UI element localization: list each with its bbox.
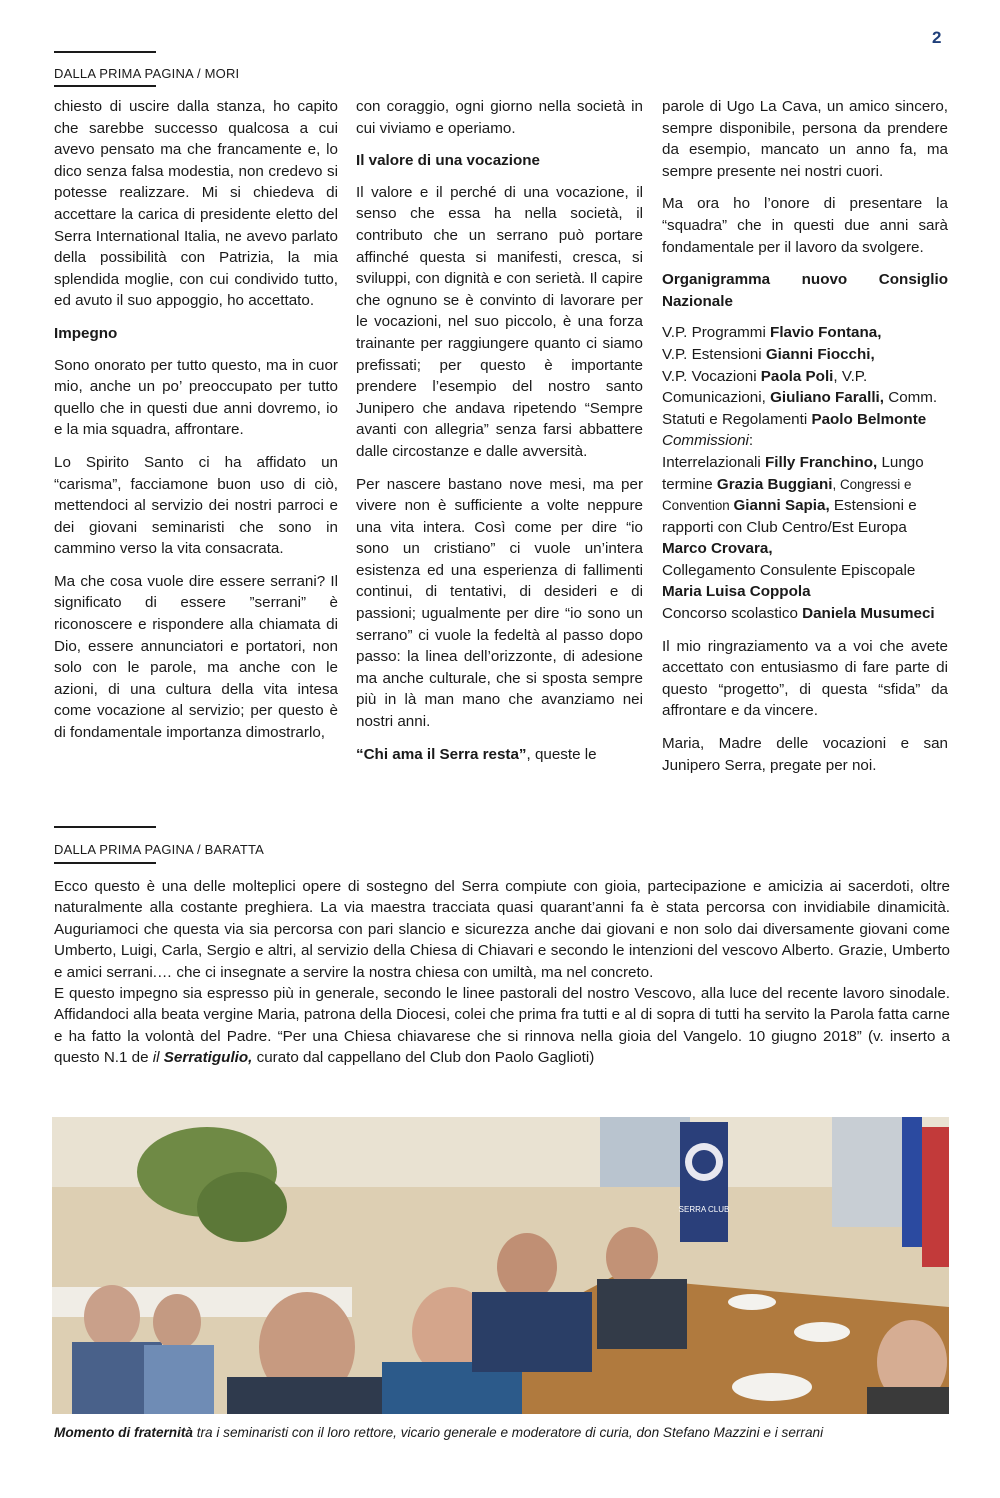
- role: Estensioni e rapporti con Club Centro/Est Europa: [662, 497, 917, 536]
- role: Interrelazionali: [662, 453, 765, 471]
- member-name: Daniela Musumeci: [802, 605, 935, 623]
- section-label-mori: DALLA PRIMA PAGINA / MORI: [54, 66, 240, 81]
- role: , Congressi e Convention: [662, 476, 912, 514]
- role: Lungo termine: [662, 453, 924, 493]
- subheading-valore: Il valore di una vocazione: [356, 152, 540, 170]
- subheading-organigramma: Organigramma nuovo Consiglio Nazionale: [662, 271, 948, 310]
- role: V.P. Estensioni: [662, 345, 766, 363]
- paragraph: Il valore e il perché di una vocazione, il senso che essa ha nella società, il contributo che un serrano può portare affinché questa si manifesti, cresca, si sviluppi, con dignità e con serietà. Il capire che ognuno se è convinto di lavorare per le vocazioni, nel suo piccolo, è una forza trainante per raggiungere quanto ci siamo prefissati; per questo è importante prendere l’esempio del nostro santo Junipero che andava ripetendo “Sempre avanti con allegria” senza farsi abbattere dalle circostanze e dalle avversità.: [356, 183, 643, 460]
- photo-illustration: [52, 1117, 949, 1414]
- text: curato dal cappellano del Club don Paolo Gaglioti): [252, 1049, 595, 1067]
- header-rule-top: [54, 826, 156, 828]
- commissioni-label: Commissioni: [662, 432, 749, 450]
- section-label-baratta: DALLA PRIMA PAGINA / BARATTA: [54, 842, 265, 857]
- member-name: Flavio Fontana,: [770, 324, 882, 342]
- member-name: Filly Franchino,: [765, 453, 878, 471]
- paragraph: Ecco questo è una delle molteplici opere di sostegno del Serra compiute con gioia, partecipazione e amicizia ai sacerdoti, oltre naturalmente alla costante preghiera. La via maestra tracciata quasi quarant’anni fa è stata percorsa con invidiabile dinamicità. Auguriamoci che questa via sia percorsa con pari slancio e sicurezza anche dai giovani e non solo dai diversamente giovani come Umberto, Luigi, Carla, Sergio e altri, al servizio della Chiesa di Chiavari e secondo le intenzioni del vescovo Alberto. Grazie, Umberto e amici serrani.… che ci insegnate a servire la nostra chiesa con umiltà, ma nel concreto.: [54, 878, 950, 981]
- caption-bold: Momento di fraternità: [54, 1425, 193, 1440]
- text: , queste le: [526, 745, 597, 763]
- paragraph: Ma ora ho l’onore di presentare la “squadra” che in questi due anni sarà fondamentale per il lavoro da svolgere.: [662, 195, 948, 256]
- article-column-2: [356, 96, 643, 776]
- text: :: [748, 432, 754, 450]
- member-name: Paola Poli: [760, 367, 834, 385]
- org-chart: [662, 322, 948, 624]
- role: Concorso scolastico: [662, 605, 803, 623]
- article-column-3: [662, 96, 948, 787]
- paragraph: Lo Spirito Santo ci ha affidato un “carisma”, facciamone buon uso di ciò, mettendoci al servizio dei nostri parroci e dei giovani seminaristi che sono in cammino verso la vita consacrata.: [54, 453, 338, 558]
- member-name: Paolo Belmonte: [811, 410, 927, 428]
- role: V.P. Programmi: [662, 324, 771, 342]
- banner-text: SERRA CLUB: [678, 1205, 730, 1214]
- paragraph: Maria, Madre delle vocazioni e san Junipero Serra, pregate per noi.: [662, 735, 948, 774]
- member-name: Marco Crovara,: [662, 540, 773, 558]
- text: il: [152, 1049, 164, 1067]
- caption-text: tra i seminaristi con il loro rettore, vicario generale e moderatore di curia, don Stefano Mazzini e i serrani: [192, 1425, 824, 1440]
- header-rule-bottom: [54, 862, 156, 864]
- member-name: Maria Luisa Coppola: [662, 583, 811, 601]
- paragraph: chiesto di uscire dalla stanza, ho capito che sarebbe successo qualcosa a cui avevo pensato ma che francamente e, lo dico senza falsa modestia, non credevo si potesse realizzare. Mi si chiedeva di accettare la carica di presidente eletto del Serra International Italia, ne avevo parlato della possibilità con Patrizia, la mia splendida moglie, con cui condivido tutto, ed avuto il suo appoggio, ho accettato.: [54, 98, 338, 310]
- paragraph: Per nascere bastano nove mesi, ma per vivere non è sufficiente a volte neppure una vita intera. Così come per dire “io sono un cristiano” ci vuole un’intera esistenza ed una esperienza di fallimenti continui, di tentativi, di desideri e di passioni; ugualmente per dire “io sono un serrano” ci vuole la fedeltà al passo dopo passo: la linea dell’orizzonte, di adesione ma anche culturale, che si sposta sempre più in là man mano che avanziamo nei nostri anni.: [356, 475, 643, 731]
- member-name: Gianni Sapia,: [733, 497, 830, 515]
- article-baratta: [54, 876, 950, 1069]
- role: , V.P. Comunicazioni,: [662, 367, 868, 407]
- paragraph: [54, 983, 950, 1069]
- member-name: Grazia Buggiani: [716, 475, 833, 493]
- role: Collegamento Consulente Episcopale: [662, 561, 916, 579]
- paragraph: Sono onorato per tutto questo, ma in cuor mio, anche un po’ preoccupato per tutto quello che in questi due anni dovremo, io e la mia squadra, affrontare.: [54, 356, 338, 439]
- header-rule-bottom: [54, 85, 156, 87]
- article-column-1: [54, 96, 338, 755]
- publication-title: Serratigulio,: [163, 1049, 253, 1067]
- page-number: 2: [932, 28, 942, 47]
- member-name: Giuliano Faralli,: [770, 389, 884, 407]
- header-rule-top: [54, 51, 156, 53]
- quote-bold: “Chi ama il Serra resta”: [356, 745, 527, 763]
- paragraph: parole di Ugo La Cava, un amico sincero, sempre disponibile, persona da prendere da esempio, mancato un anno fa, ma sempre presente nei nostri cuori.: [662, 98, 948, 180]
- paragraph: con coraggio, ogni giorno nella società in cui viviamo e operiamo.: [356, 98, 643, 137]
- paragraph: Ma che cosa vuole dire essere serrani? Il significato di essere ”serrani” è riconoscere e rispondere alla chiamata di Dio, essere annunciatori e portatori, non solo con le parole, ma anche con le azioni, di una cultura della vita intesa come vocazione al servizio; per questo è di fondamentale importanza dimostrarlo,: [54, 572, 338, 742]
- role: V.P. Vocazioni: [662, 367, 761, 385]
- paragraph: [356, 744, 643, 766]
- role: Comm. Statuti e Regolamenti: [662, 389, 938, 428]
- subheading-impegno: Impegno: [54, 324, 118, 342]
- member-name: Gianni Fiocchi,: [765, 345, 875, 363]
- text: E questo impegno sia espresso più in generale, secondo le linee pastorali del nostro Vescovo, alla luce del recente lavoro sinodale. Affidandoci alla beata vergine Maria, patrona della Diocesi, colei che prima fra tutti e al di sopra di tutti ha servito la Parola fatta carne e ha fatto la volontà del Padre. “Per una Chiesa chiavarese che si rinnova nella gioia del Vangelo. 10 giugno 2018” (v. inserto a questo N.1 de: [54, 985, 950, 1067]
- group-photo: [52, 1117, 949, 1414]
- paragraph: Il mio ringraziamento va a voi che avete accettato con entusiasmo di fare parte di questo “progetto”, di questa “sfida” da affrontare e da vincere.: [662, 637, 948, 720]
- photo-caption: [54, 1425, 950, 1440]
